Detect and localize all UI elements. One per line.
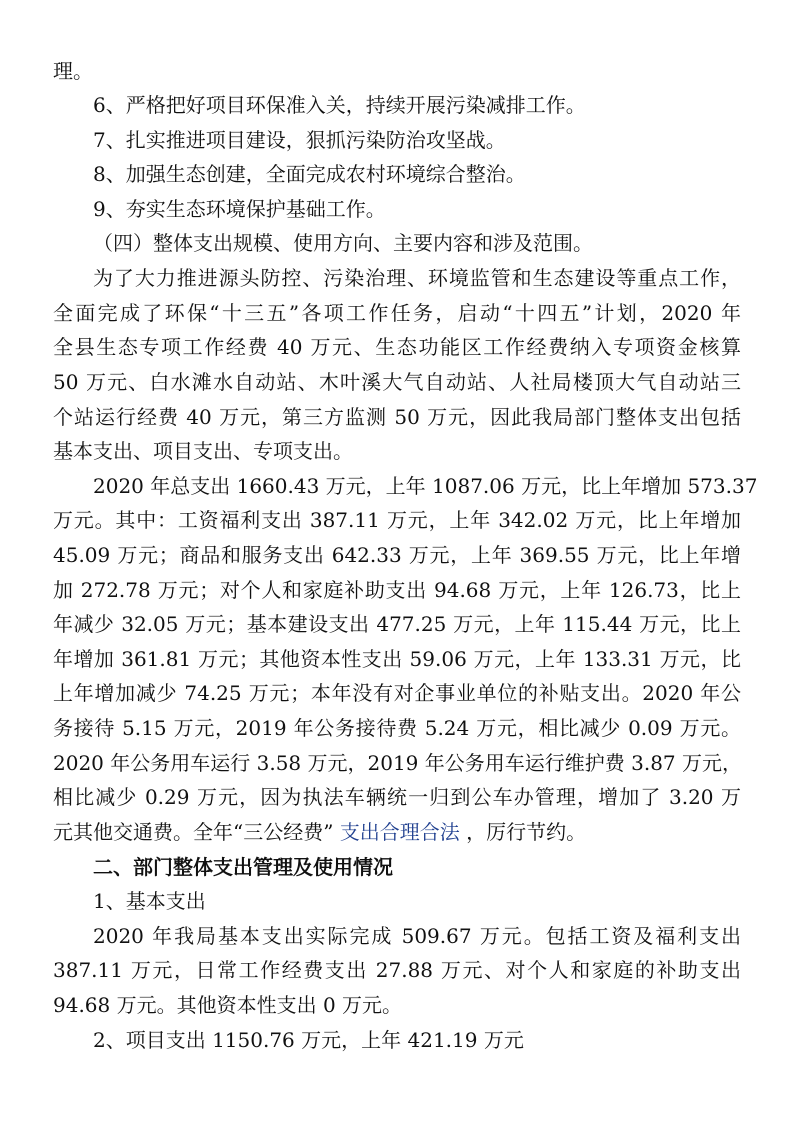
- text-line: 6、严格把好项目环保准入关，持续开展污染减排工作。: [93, 93, 586, 117]
- text-line: 45.09 万元；商品和服务支出 642.33 万元，上年 369.55 万元，比上年增: [53, 543, 741, 567]
- text-line: 为了大力推进源头防控、污染治理、环境监管和生态建设等重点工作，: [93, 266, 741, 290]
- text-line: 理。: [53, 59, 93, 83]
- text-line: 相比减少 0.29 万元，因为执法车辆统一归到公车办管理，增加了 3.20 万: [53, 785, 741, 809]
- text-line: 务接待 5.15 万元，2019 年公务接待费 5.24 万元，相比减少 0.09 万元。: [53, 716, 741, 740]
- text-line: 387.11 万元，日常工作经费支出 27.88 万元、对个人和家庭的补助支出: [53, 958, 741, 982]
- text-line: 基本支出、项目支出、专项支出。: [53, 439, 353, 463]
- section-heading: 二、部门整体支出管理及使用情况: [93, 855, 393, 879]
- text-line: 7、扎实推进项目建设，狠抓污染防治攻坚战。: [93, 128, 506, 152]
- text-line: [53, 815, 586, 849]
- text-segment: ，厉行节约。: [466, 820, 587, 844]
- text-line: 个站运行经费 40 万元，第三方监测 50 万元，因此我局部门整体支出包括: [53, 405, 741, 429]
- text-line: 9、夯实生态环境保护基础工作。: [93, 197, 386, 221]
- text-line: 年减少 32.05 万元；基本建设支出 477.25 万元，上年 115.44 万元，比上: [53, 612, 741, 636]
- text-line: 全县生态专项工作经费 40 万元、生态功能区工作经费纳入专项资金核算: [53, 335, 741, 359]
- text-line: 50 万元、白水滩水自动站、木叶溪大气自动站、人社局楼顶大气自动站三: [53, 370, 741, 394]
- text-line: 上年增加减少 74.25 万元；本年没有对企事业单位的补贴支出。2020 年公: [53, 681, 741, 705]
- text-line: 全面完成了环保“十三五”各项工作任务，启动“十四五”计划，2020 年: [53, 301, 741, 325]
- highlighted-phrase: 支出合理合法: [339, 820, 460, 844]
- text-line: 8、加强生态创建，全面完成农村环境综合整治。: [93, 162, 526, 186]
- subsection-heading: 1、基本支出: [93, 889, 206, 913]
- text-line: 2020 年公务用车运行 3.58 万元，2019 年公务用车运行维护费 3.87 万元，: [53, 751, 743, 775]
- text-line: 94.68 万元。其他资本性支出 0 万元。: [53, 993, 403, 1017]
- subsection-heading: 2、项目支出 1150.76 万元，上年 421.19 万元: [93, 1028, 524, 1052]
- text-line: 万元。其中：工资福利支出 387.11 万元，上年 342.02 万元，比上年增加: [53, 508, 741, 532]
- section-heading: （四）整体支出规模、使用方向、主要内容和涉及范围。: [93, 231, 593, 255]
- text-line: 年增加 361.81 万元；其他资本性支出 59.06 万元，上年 133.31 万元，比: [53, 647, 741, 671]
- text-segment: 元其他交通费。全年“三公经费”: [53, 820, 334, 844]
- text-line: 加 272.78 万元；对个人和家庭补助支出 94.68 万元，上年 126.73，比上: [53, 578, 741, 602]
- text-line: 2020 年我局基本支出实际完成 509.67 万元。包括工资及福利支出: [93, 924, 741, 948]
- text-line: 2020 年总支出 1660.43 万元，上年 1087.06 万元，比上年增加 573.37: [93, 474, 758, 498]
